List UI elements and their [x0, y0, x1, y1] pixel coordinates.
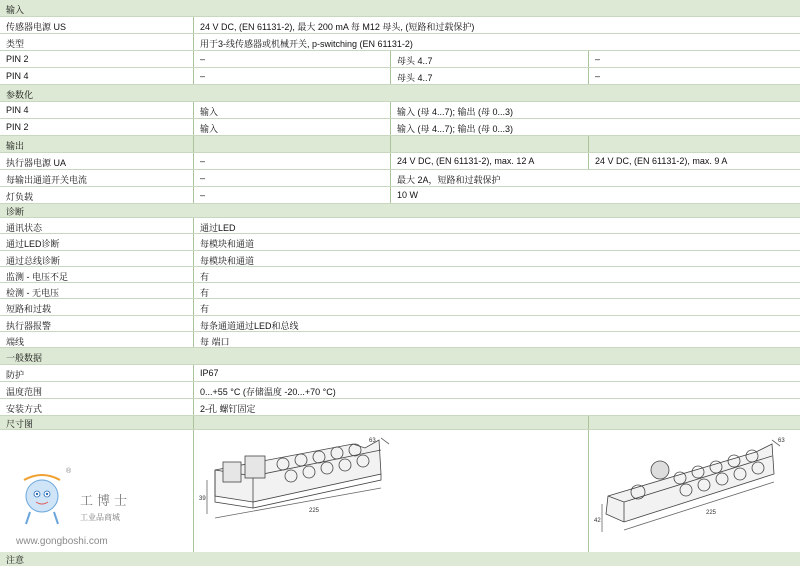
row-label: PIN 2 — [6, 54, 29, 64]
row-label: 执行器电源 UA — [6, 158, 67, 168]
dim-height: 42 — [594, 518, 601, 524]
row-value: – — [588, 51, 800, 67]
table-row — [0, 399, 800, 416]
row-label: 防护 — [6, 370, 25, 380]
table-row — [0, 316, 800, 332]
row-value: – — [193, 187, 390, 203]
table-row — [0, 365, 800, 382]
table-row — [0, 234, 800, 250]
section-header-param — [0, 85, 800, 102]
divider — [193, 136, 194, 152]
row-value: 用于3-线传感器或机械开关, p-switching (EN 61131-2) — [193, 34, 800, 50]
dim-width: 225 — [706, 510, 717, 516]
row-value: – — [193, 68, 390, 84]
row-value: 最大 2A，短路和过载保护 — [390, 170, 800, 186]
row-value: – — [193, 170, 390, 186]
table-row — [0, 299, 800, 315]
row-label: 安装方式 — [6, 404, 43, 414]
watermark-subtitle: 工业品商城 — [80, 513, 120, 522]
section-header-diag — [0, 204, 800, 218]
row-value: 每 端口 — [193, 332, 800, 347]
table-row — [0, 51, 800, 68]
watermark-url: www.gongboshi.com — [16, 536, 108, 547]
section-title: 输出 — [6, 141, 25, 151]
divider — [193, 416, 194, 429]
row-value: 24 V DC, (EN 61131-2), max. 9 A — [588, 153, 800, 169]
table-row — [0, 283, 800, 299]
row-label: 短路和过载 — [6, 304, 52, 315]
row-label: 通过LED诊断 — [6, 239, 60, 250]
row-label: 执行器报警 — [6, 320, 52, 331]
registered-mark: ® — [66, 468, 72, 475]
row-value: 通过LED — [193, 218, 800, 233]
table-row — [0, 382, 800, 399]
section-title: 参数化 — [6, 90, 34, 100]
row-value: 输入 (母 4...7); 输出 (母 0...3) — [390, 102, 800, 118]
row-value: 每模块和通道 — [193, 234, 800, 249]
table-row — [0, 251, 800, 267]
row-label: 端线 — [6, 336, 25, 347]
section-title: 诊断 — [6, 207, 25, 217]
row-label: 通讯状态 — [6, 223, 43, 233]
row-value: 母头 4..7 — [390, 68, 588, 84]
row-value: 输入 — [193, 102, 390, 118]
table-row — [0, 34, 800, 51]
section-header-output — [0, 136, 800, 153]
row-value: 24 V DC, (EN 61131-2), 最大 200 mA 每 M12 母头, (短路和过载保护) — [193, 17, 800, 33]
dim-depth: 63 — [778, 438, 785, 444]
section-header-general — [0, 348, 800, 365]
section-title: 输入 — [6, 5, 25, 15]
row-label: 每输出通道开关电流 — [6, 175, 88, 185]
row-label: 灯负载 — [6, 192, 34, 202]
row-value: 有 — [193, 283, 800, 298]
row-value: 输入 — [193, 119, 390, 135]
divider — [390, 136, 391, 152]
row-label: 通过总线诊断 — [6, 255, 61, 266]
row-label: PIN 4 — [6, 105, 29, 115]
dimension-drawing-1 — [193, 430, 588, 552]
row-value: 每模块和通道 — [193, 251, 800, 266]
mascot-icon — [14, 466, 74, 532]
table-row — [0, 187, 800, 204]
section-header-notes — [0, 552, 800, 566]
dimension-drawing-2 — [588, 430, 800, 552]
row-label: 传感器电源 US — [6, 22, 67, 32]
row-value: – — [193, 51, 390, 67]
row-label: PIN 4 — [6, 71, 29, 81]
table-row — [0, 102, 800, 119]
row-value: 每条通道通过LED和总线 — [193, 316, 800, 331]
table-row — [0, 332, 800, 348]
divider — [588, 136, 589, 152]
row-label: 类型 — [6, 39, 25, 49]
table-row — [0, 153, 800, 170]
dim-width: 225 — [309, 508, 320, 514]
section-header-input — [0, 0, 800, 17]
divider — [588, 416, 589, 429]
row-value: 有 — [193, 299, 800, 314]
row-value: – — [193, 153, 390, 169]
table-row — [0, 68, 800, 85]
table-row — [0, 17, 800, 34]
section-title: 一般数据 — [6, 353, 43, 363]
row-label: 温度范围 — [6, 387, 43, 397]
row-label: 监测 - 电压不足 — [6, 271, 68, 282]
row-value: 母头 4..7 — [390, 51, 588, 67]
dim-height: 39 — [199, 496, 206, 502]
row-value: 输入 (母 4...7); 输出 (母 0...3) — [390, 119, 800, 135]
row-value: 2-孔 螺钉固定 — [193, 399, 800, 415]
watermark — [14, 466, 184, 550]
section-title: 注意 — [6, 555, 25, 565]
row-value: – — [588, 68, 800, 84]
row-label: 检测 - 无电压 — [6, 288, 59, 298]
table-row — [0, 170, 800, 187]
row-value: 24 V DC, (EN 61131-2), max. 12 A — [390, 153, 588, 169]
row-value: 10 W — [390, 187, 800, 203]
table-row — [0, 119, 800, 136]
table-row — [0, 267, 800, 283]
section-title: 尺寸图 — [6, 419, 34, 429]
section-header-dims — [0, 416, 800, 430]
watermark-brand: 工博士 — [80, 493, 132, 508]
row-value: 0...+55 °C (存储温度 -20...+70 °C) — [193, 382, 800, 398]
row-label: PIN 2 — [6, 122, 29, 132]
table-row — [0, 218, 800, 234]
dim-depth: 63 — [369, 438, 376, 444]
row-value: 有 — [193, 267, 800, 282]
row-value: IP67 — [193, 365, 800, 381]
